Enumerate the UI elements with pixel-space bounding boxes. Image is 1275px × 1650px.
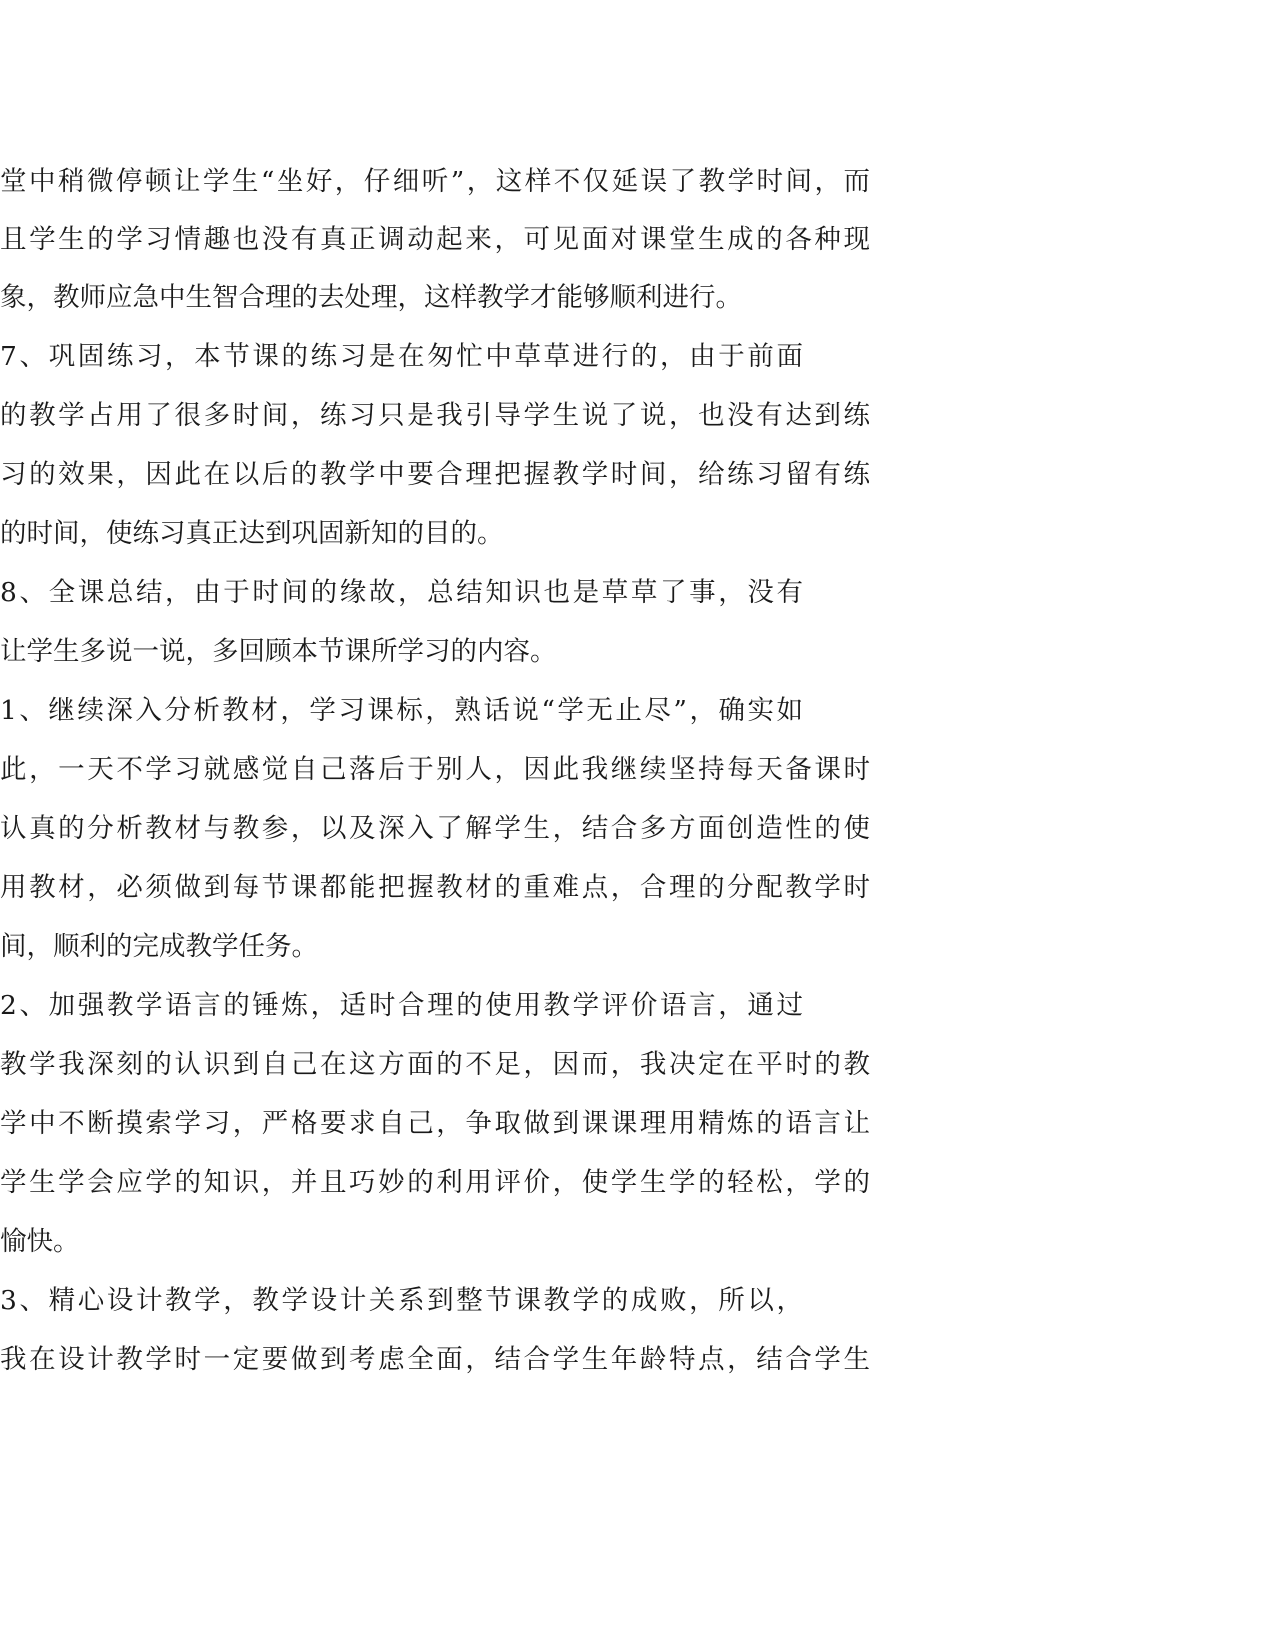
text-line [0, 630, 1275, 674]
text-line [0, 512, 1275, 556]
text-line [0, 218, 1275, 262]
text-line-content: 7、巩固练习，本节课的练习是在匆忙中草草进行的，由于前面 [0, 341, 803, 372]
text-line-content: 学生学会应学的知识，并且巧妙的利用评价，使学生学的轻松，学的 [0, 1167, 870, 1198]
text-line-content: 堂中稍微停顿让学生“坐好，仔细听”，这样不仅延误了教学时间，而 [0, 166, 870, 197]
text-line-content: 让学生多说一说，多回顾本节课所学习的内容。 [0, 636, 557, 667]
text-line-content: 学中不断摸索学习，严格要求自己，争取做到课课理用精炼的语言让 [0, 1108, 870, 1139]
text-line-content: 用教材，必须做到每节课都能把握教材的重难点，合理的分配教学时 [0, 872, 870, 903]
text-line-content: 教学我深刻的认识到自己在这方面的不足，因而，我决定在平时的教 [0, 1049, 870, 1080]
text-line-content: 此，一天不学习就感觉自己落后于别人，因此我继续坚持每天备课时 [0, 754, 870, 785]
text-line [0, 394, 1275, 438]
text-line-content: 我在设计教学时一定要做到考虑全面，结合学生年龄特点，结合学生 [0, 1344, 870, 1375]
text-line [0, 689, 1275, 733]
text-line [0, 807, 1275, 851]
text-line [0, 335, 1275, 379]
text-line [0, 748, 1275, 792]
text-line-content: 的教学占用了很多时间，练习只是我引导学生说了说，也没有达到练 [0, 400, 870, 431]
text-line-content: 3、精心设计教学，教学设计关系到整节课教学的成败，所以， [0, 1285, 803, 1316]
text-line-content: 8、全课总结，由于时间的缘故，总结知识也是草草了事，没有 [0, 577, 803, 608]
text-line [0, 276, 1275, 320]
text-line-content: 2、加强教学语言的锤炼，适时合理的使用教学评价语言，通过 [0, 990, 803, 1021]
text-line [0, 1102, 1275, 1146]
text-line-content: 的时间，使练习真正达到巩固新知的目的。 [0, 518, 504, 549]
text-line [0, 1279, 1275, 1323]
text-line-content: 间，顺利的完成教学任务。 [0, 931, 318, 962]
text-line [0, 925, 1275, 969]
text-line [0, 1161, 1275, 1205]
text-line [0, 1220, 1275, 1264]
text-line-content: 愉快。 [0, 1226, 80, 1257]
text-line-content: 象，教师应急中生智合理的去处理，这样教学才能够顺利进行。 [0, 282, 742, 313]
text-line-content: 认真的分析教材与教参，以及深入了解学生，结合多方面创造性的使 [0, 813, 870, 844]
text-line [0, 1338, 1275, 1382]
text-line [0, 866, 1275, 910]
text-line-content: 习的效果，因此在以后的教学中要合理把握教学时间，给练习留有练 [0, 459, 870, 490]
text-line-content: 1、继续深入分析教材，学习课标，熟话说“学无止尽”，确实如 [0, 695, 803, 726]
text-line [0, 1043, 1275, 1087]
text-line-content: 且学生的学习情趣也没有真正调动起来，可见面对课堂生成的各种现 [0, 224, 870, 255]
text-line [0, 984, 1275, 1028]
text-line [0, 571, 1275, 615]
text-line [0, 160, 1275, 204]
text-line [0, 453, 1275, 497]
